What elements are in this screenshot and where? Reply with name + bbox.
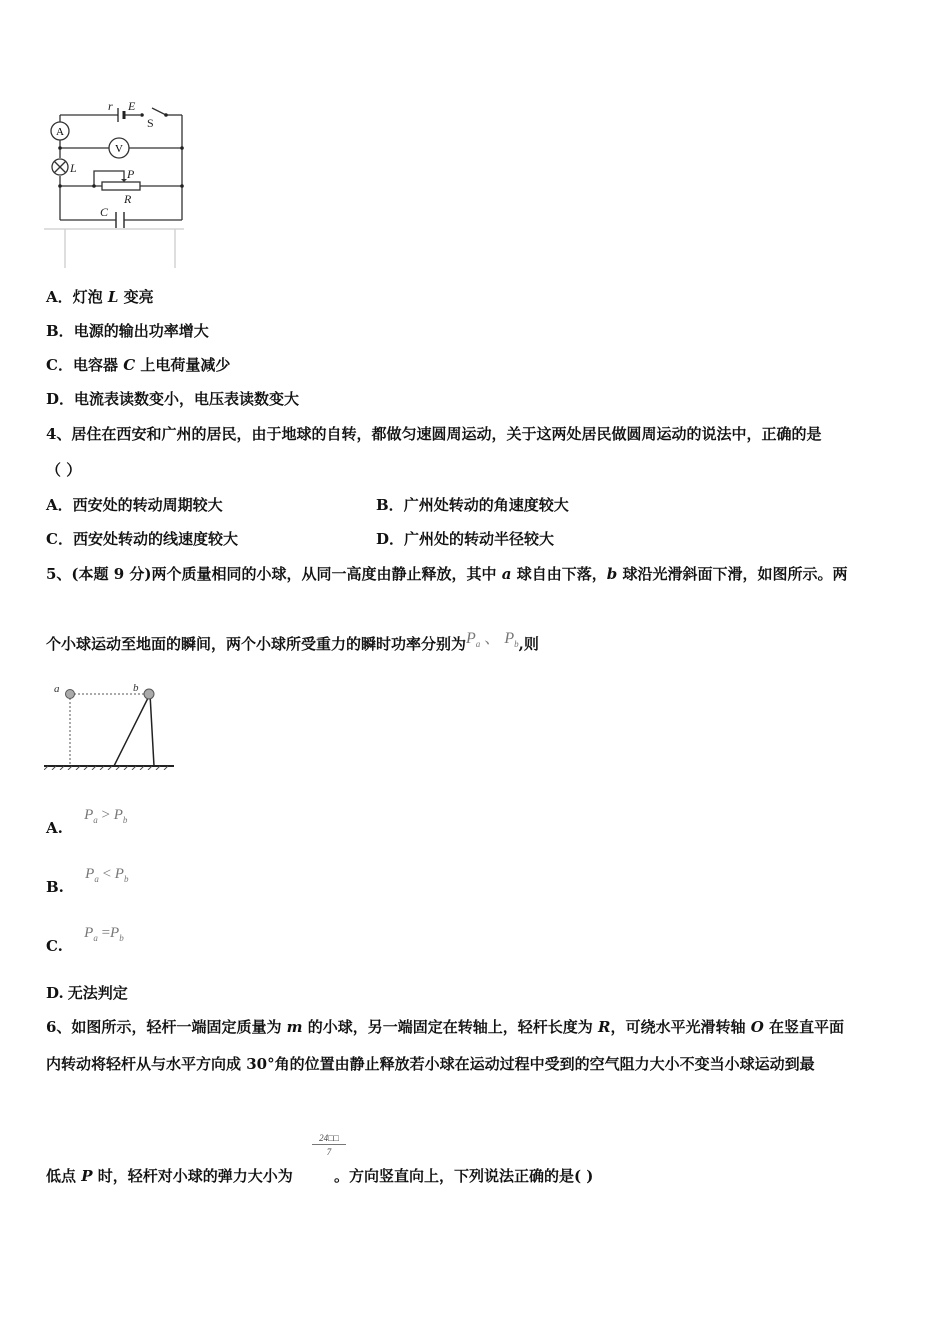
q6-stem-line2: 内转动将轻杆从与水平方向成 30°角的位置由静止释放若小球在运动过程中受到的空气阻力大小不变当小球运动到最 — [46, 1055, 815, 1073]
lamp-symbol — [52, 159, 68, 175]
q5-incline-figure — [44, 680, 178, 770]
fraction-numerator: 24□□ — [312, 1133, 346, 1145]
q4-option-a[interactable]: A．西安处的转动周期较大 — [46, 496, 223, 514]
circuit-diagram — [44, 98, 184, 268]
q4-answer-blank: （ ） — [46, 461, 82, 479]
svg-text:A: A — [56, 126, 64, 138]
q3-option-d[interactable]: D．电流表读数变小，电压表读数变大 — [46, 390, 300, 408]
q6-fraction — [312, 1133, 346, 1157]
q4-stem: 4、居住在西安和广州的居民，由于地球的自转，都做匀速圆周运动，关于这两处居民做圆周运动的说法中，正确的是 — [46, 425, 822, 443]
q5-option-d[interactable]: D. 无法判定 — [46, 984, 128, 1002]
svg-text:S: S — [147, 116, 154, 130]
q4-option-c[interactable]: C．西安处转动的线速度较大 — [46, 530, 238, 548]
svg-text:E: E — [128, 99, 136, 113]
svg-text:V: V — [115, 143, 123, 155]
q5-stem-line1: 5、(本题 9 分)两个质量相同的小球，从同一高度由静止释放，其中 a 球自由下落，b 球沿光滑斜面下滑，如图所示。两 — [46, 565, 848, 583]
svg-text:P: P — [127, 167, 135, 181]
q3-option-c[interactable]: C．电容器 C 上电荷量减少 — [46, 356, 231, 374]
svg-text:L: L — [70, 161, 77, 175]
q4-option-d[interactable]: D．广州处的转动半径较大 — [376, 530, 555, 548]
q4-option-b[interactable]: B．广州处转动的角速度较大 — [376, 496, 569, 514]
fraction-denominator: 7 — [326, 1147, 332, 1157]
voltmeter-symbol — [109, 138, 129, 158]
q5-option-b[interactable]: B. $P_a < P_b$ — [46, 866, 129, 896]
battery-symbol — [118, 108, 124, 122]
q6-stem-line1: 6、如图所示，轻杆一端固定质量为 m 的小球，另一端固定在转轴上，轻杆长度为 R，可绕水平光滑转轴 O 在竖直平面 — [46, 1018, 845, 1036]
svg-text:a: a — [54, 683, 60, 695]
q3-option-b[interactable]: B．电源的输出功率增大 — [46, 322, 209, 340]
switch-symbol — [140, 113, 144, 117]
q5-option-c[interactable]: C. $P_a =P_b$ — [46, 925, 124, 955]
ball-a — [66, 690, 75, 699]
svg-text:b: b — [133, 682, 139, 694]
capacitor-symbol — [116, 212, 124, 228]
svg-text:C: C — [100, 205, 109, 219]
q3-option-a[interactable]: A．灯泡 L 变亮 — [46, 288, 154, 306]
q5-stem-line2: 个小球运动至地面的瞬间，两个小球所受重力的瞬时功率分别为$P_a$ 、 $P_b$,则 — [46, 630, 539, 653]
ball-b — [144, 689, 154, 699]
q5-option-a[interactable]: A. $P_a > P_b$ — [46, 807, 128, 837]
svg-text:r: r — [108, 99, 113, 113]
ammeter-symbol — [51, 122, 69, 140]
svg-text:R: R — [124, 192, 132, 206]
q6-stem-line3: 低点 P 时，轻杆对小球的弹力大小为 。方向竖直向上，下列说法正确的是( ) — [46, 1167, 594, 1185]
